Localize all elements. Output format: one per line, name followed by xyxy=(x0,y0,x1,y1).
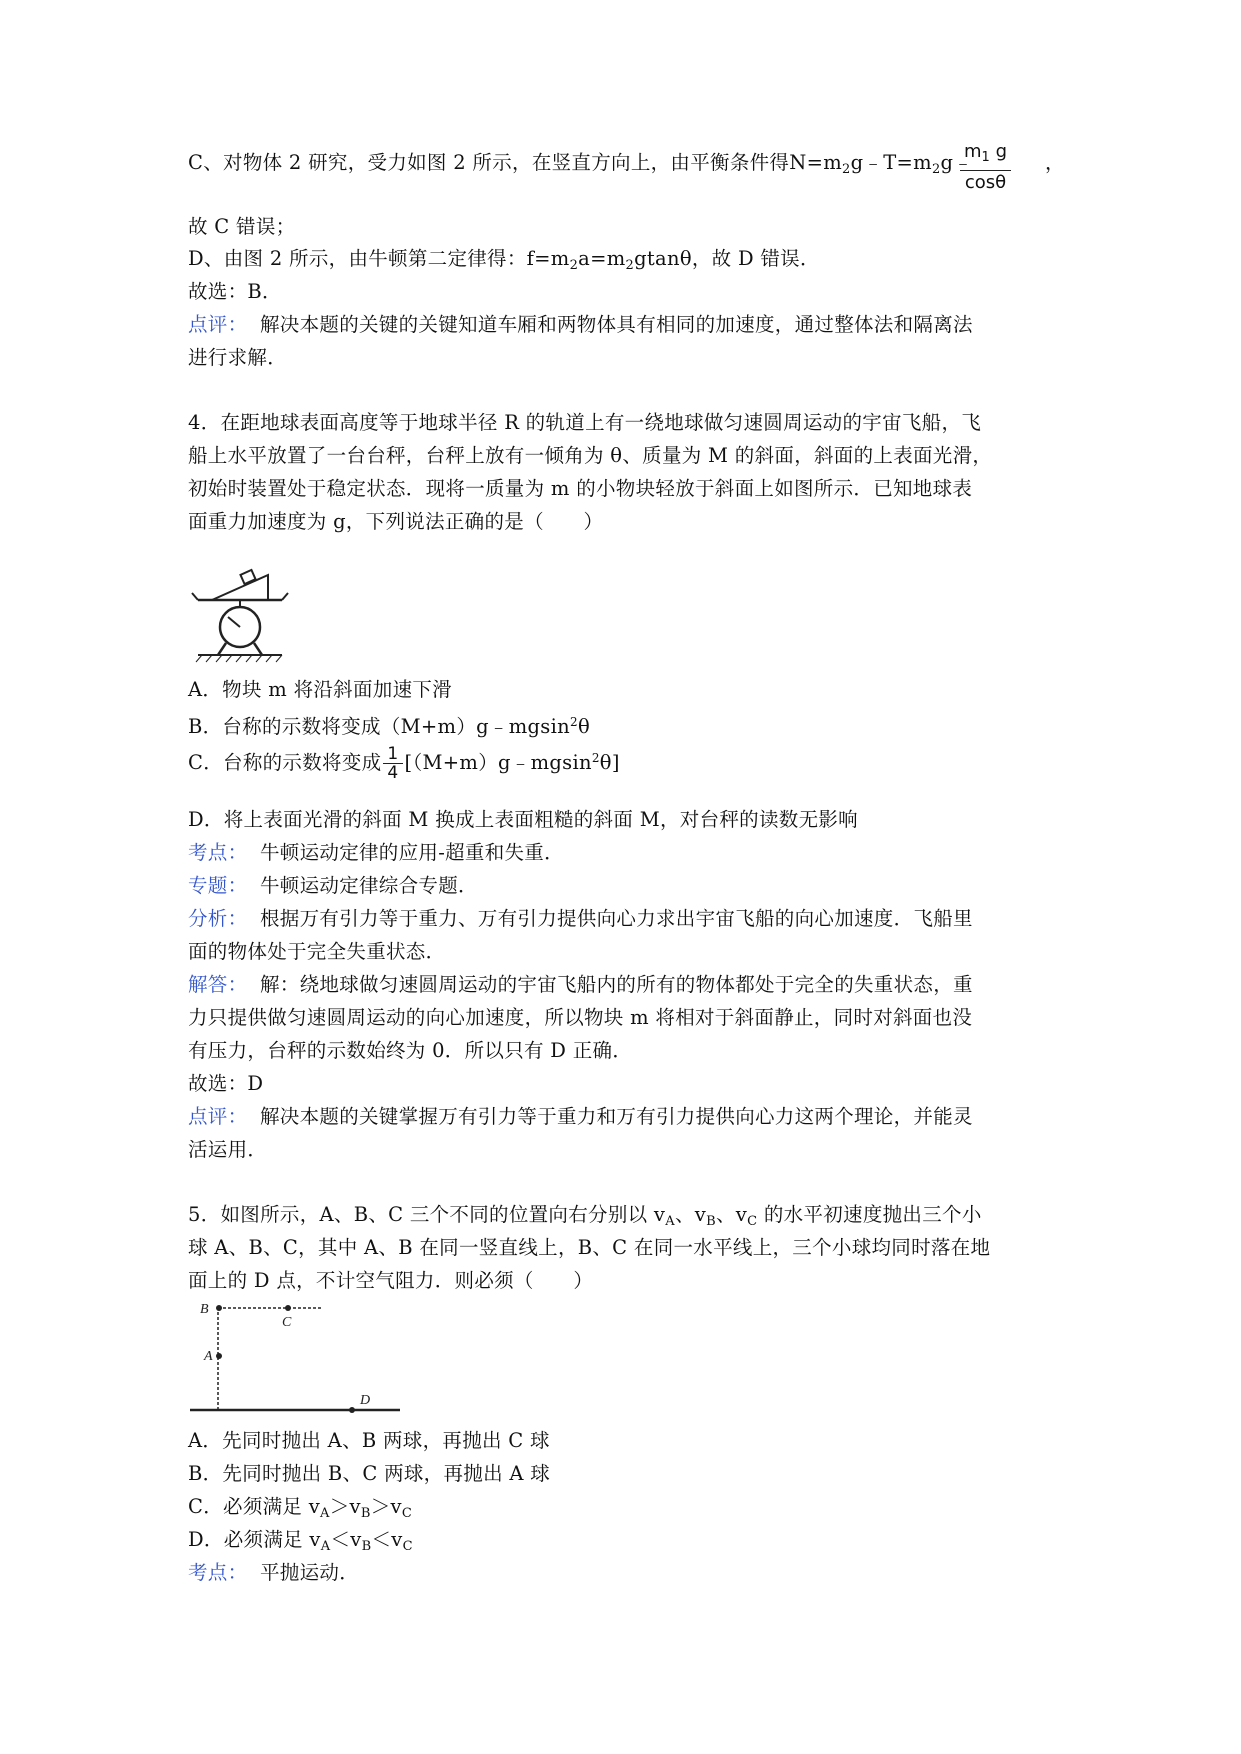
q5-option-b: B．先同时抛出 B、C 两球，再抛出 A 球 xyxy=(188,1462,551,1485)
q4-jieda-2: 力只提供做匀速圆周运动的向心加速度，所以物块 m 将相对于斜面静止，同时对斜面也没 xyxy=(188,1006,973,1029)
q5-option-a: A．先同时抛出 A、B 两球，再抛出 C 球 xyxy=(188,1429,550,1452)
q3-option-c-line: C、对物体 2 研究，受力如图 2 所示，在竖直方向上，由平衡条件得$N=m_2g﹣T=m_2g﹣$ xyxy=(188,151,974,177)
label-d: D xyxy=(360,1393,371,1408)
review-tag: 点评： xyxy=(188,1105,248,1128)
zhuanti-tag: 专题： xyxy=(188,874,248,897)
q4-fenxi-2: 面的物体处于完全失重状态． xyxy=(188,940,446,963)
q5-stem-line-1: 5．如图所示，A、B、C 三个不同的位置向右分别以 $v_A$、$v_B$、$v_C$ 的水平初速度抛出三个小 xyxy=(188,1203,982,1229)
label-b: B xyxy=(200,1302,209,1317)
q5-stem-line-2: 球 A、B、C，其中 A、B 在同一竖直线上，B、C 在同一水平线上，三个小球均同时落在地 xyxy=(188,1236,991,1259)
q4-stem-line-2: 船上水平放置了一台台秤，台秤上放有一倾角为 θ、质量为 M 的斜面，斜面的上表面光滑， xyxy=(188,444,993,467)
q3-answer: 故选：B． xyxy=(188,280,282,303)
q4-stem-line-3: 初始时装置处于稳定状态．现将一质量为 m 的小物块轻放于斜面上如图所示．已知地球表 xyxy=(188,477,973,500)
q5-option-c: C．必须满足 $v_A>v_B>v_C$ xyxy=(188,1495,413,1521)
q3-option-d-line: D、由图 2 所示，由牛顿第二定律得：$f=m_2a=m_2gtan\theta$，故 D 错误． xyxy=(188,247,820,273)
q4-stem-line-1: 4．在距地球表面高度等于地球半径 R 的轨道上有一绕地球做匀速圆周运动的宇宙飞船，飞 xyxy=(188,411,982,434)
label-c: C xyxy=(282,1315,292,1330)
kaodian-tag: 考点： xyxy=(188,1561,248,1584)
q3-fraction: $\frac{m_1 g}{\cos\theta}$ xyxy=(960,140,1011,195)
q4-option-a: A．物块 m 将沿斜面加速下滑 xyxy=(188,678,452,701)
q3-review-line-1: 点评： 解决本题的关键的关键知道车厢和两物体具有相同的加速度，通过整体法和隔离法 xyxy=(188,313,973,336)
q4-scale-figure xyxy=(190,555,290,665)
q4-jieda-1: 解答： 解：绕地球做匀速圆周运动的宇宙飞船内的所有的物体都处于完全的失重状态，重 xyxy=(188,973,973,996)
q4-jieda-3: 有压力，台秤的示数始终为 0．所以只有 D 正确． xyxy=(188,1039,633,1062)
q4-quarter-fraction: $\frac{1}{4}$ xyxy=(383,745,402,782)
q3-c-conclusion: 故 C 错误； xyxy=(188,215,296,238)
q4-zhuanti: 专题： 牛顿运动定律综合专题． xyxy=(188,874,478,897)
q3-review-line-2: 进行求解． xyxy=(188,346,288,369)
q4-fenxi-1: 分析： 根据万有引力等于重力、万有引力提供向心力求出宇宙飞船的向心加速度．飞船里 xyxy=(188,907,973,930)
review-tag: 点评： xyxy=(188,313,248,336)
label-a: A xyxy=(204,1349,213,1364)
jieda-tag: 解答： xyxy=(188,973,248,996)
q5-kaodian: 考点： 平抛运动． xyxy=(188,1561,360,1584)
fenxi-tag: 分析： xyxy=(188,907,248,930)
q5-stem-line-3: 面上的 D 点，不计空气阻力．则必须（ ） xyxy=(188,1269,594,1292)
q5-projectile-figure xyxy=(190,1298,410,1418)
kaodian-tag: 考点： xyxy=(188,841,248,864)
q4-option-c: C．台称的示数将变成 $\frac{1}{4}$ [（M+m）g﹣mgsin$^2$θ] xyxy=(188,744,620,783)
q4-option-b: B．台称的示数将变成（M+m）g﹣mgsin$^2$θ xyxy=(188,715,590,738)
q4-stem-line-4: 面重力加速度为 g，下列说法正确的是（ ） xyxy=(188,510,604,533)
q3-comma: ， xyxy=(1045,151,1065,174)
q5-option-d: D．必须满足 $v_A<v_B<v_C$ xyxy=(188,1528,413,1554)
q4-option-d: D．将上表面光滑的斜面 M 换成上表面粗糙的斜面 M，对台秤的读数无影响 xyxy=(188,808,858,831)
q4-review-2: 活运用． xyxy=(188,1138,268,1161)
q4-answer: 故选：D xyxy=(188,1072,264,1095)
q4-kaodian: 考点： 牛顿运动定律的应用-超重和失重． xyxy=(188,841,564,864)
q4-review-1: 点评： 解决本题的关键掌握万有引力等于重力和万有引力提供向心力这两个理论，并能灵 xyxy=(188,1105,973,1128)
